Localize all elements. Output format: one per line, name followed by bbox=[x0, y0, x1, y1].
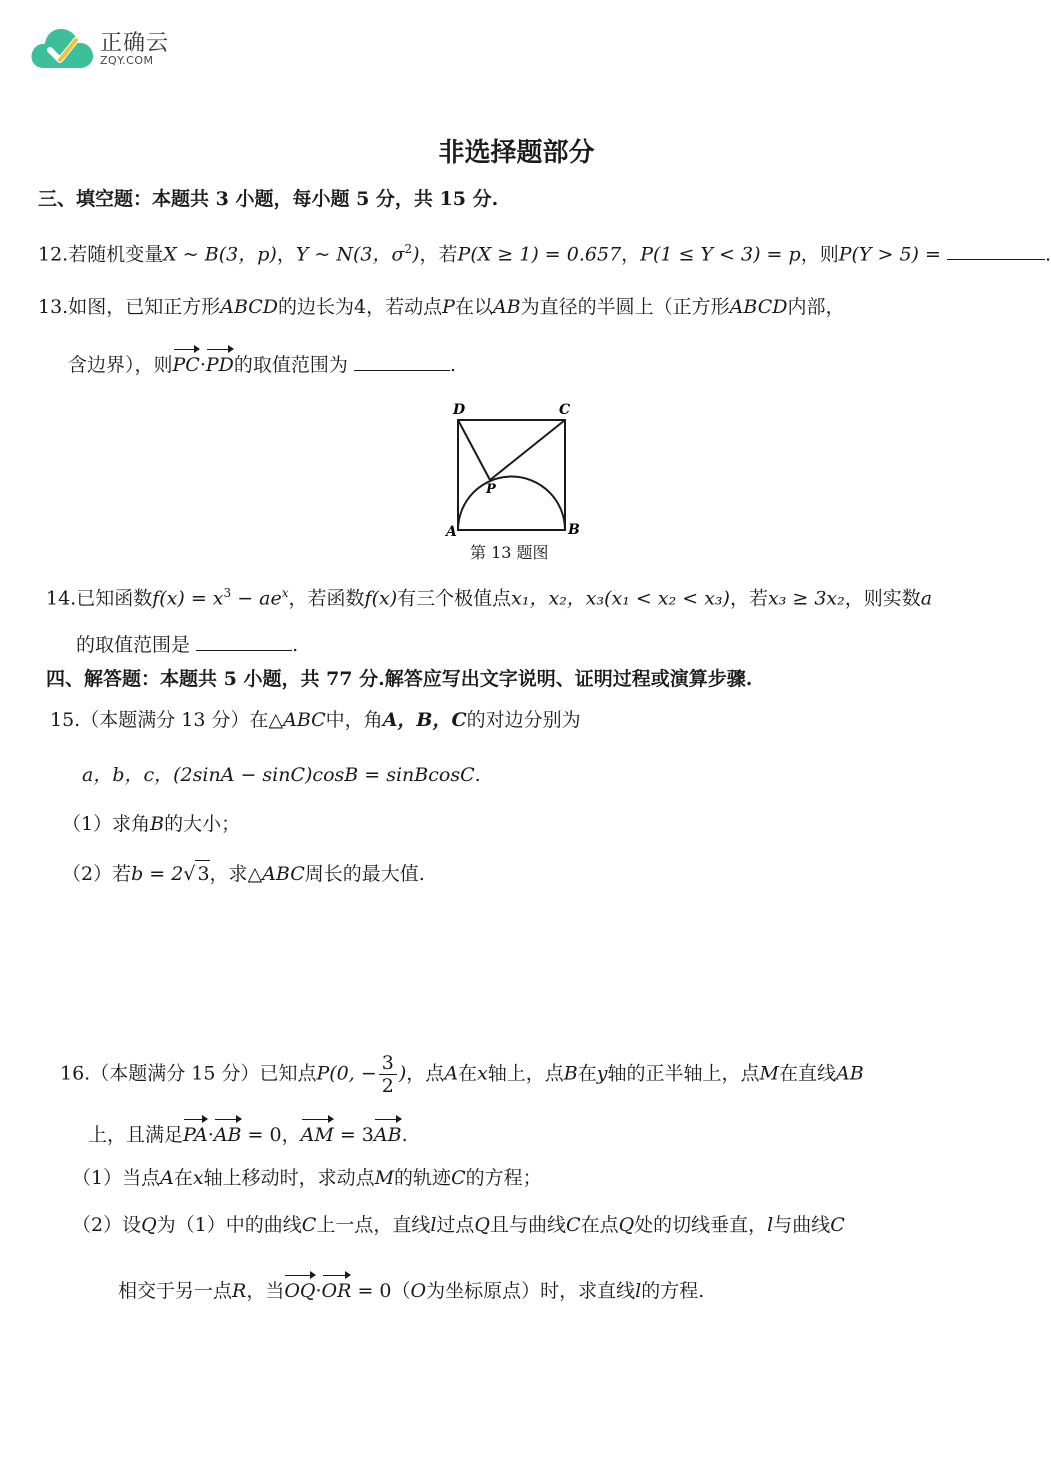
figure-13 bbox=[440, 398, 590, 563]
label-D: D bbox=[453, 402, 466, 418]
logo-domain: ZQY.COM bbox=[100, 54, 154, 67]
label-P: P bbox=[486, 482, 496, 497]
section-3-header: 三、填空题：本题共 3 小题，每小题 5 分，共 15 分. bbox=[38, 188, 499, 210]
label-B: B bbox=[568, 522, 580, 538]
question-16-condition: 上，且满足PA·AB = 0，AM = 3AB. bbox=[88, 1124, 408, 1146]
logo-name: 正确云 bbox=[100, 31, 170, 56]
section-4-header: 四、解答题：本题共 5 小题，共 77 分.解答应写出文字说明、证明过程或演算步骤. bbox=[46, 668, 753, 690]
question-13-line1: 13.如图，已知正方形ABCD的边长为4，若动点P在以AB为直径的半圆上（正方形ABCD内部， bbox=[38, 296, 845, 318]
question-13-line2: 含边界），则PC·PD的取值范围为 . bbox=[68, 354, 457, 376]
question-15-condition: a，b，c，(2sinA − sinC)cosB = sinBcosC. bbox=[82, 764, 481, 786]
question-14-line2: 的取值范围是 . bbox=[76, 634, 299, 656]
question-16-part1: （1）当点A在x轴上移动时，求动点M的轨迹C的方程； bbox=[72, 1167, 542, 1189]
brand-logo bbox=[30, 22, 190, 76]
page-title: 非选择题部分 bbox=[438, 138, 595, 168]
figure-caption: 第 13 题图 bbox=[470, 543, 549, 562]
question-15-part1: （1）求角B的大小； bbox=[62, 813, 241, 835]
answer-blank[interactable] bbox=[354, 370, 450, 371]
label-C: C bbox=[559, 402, 571, 418]
label-A: A bbox=[446, 524, 457, 540]
answer-blank[interactable] bbox=[196, 650, 292, 651]
question-14-line1: 14.已知函数$f(x) = x^3 - ae^x$，若函数f(x)有三个极值点x₁，x₂，x₃(x₁ < x₂ < x₃)，若x₃ ≥ 3x₂，则实数a bbox=[46, 586, 933, 610]
answer-blank[interactable] bbox=[947, 259, 1045, 260]
cloud-check-icon bbox=[30, 22, 96, 76]
square-semicircle-diagram bbox=[440, 398, 590, 538]
question-16-part2-cont: 相交于另一点R，当OQ·OR = 0（O为坐标原点）时，求直线l的方程. bbox=[118, 1280, 705, 1302]
question-16-part2: （2）设Q为（1）中的曲线C上一点，直线l过点Q且与曲线C在点Q处的切线垂直，l与曲线C bbox=[72, 1214, 845, 1236]
question-16-head: 16.（本题满分 15 分）已知点P(0, − $\frac{3}{2}$ )，点A在x轴上，点B在y轴的正半轴上，点M在直线AB bbox=[60, 1052, 864, 1097]
fraction: $\frac{3}{2}$ bbox=[379, 1052, 397, 1097]
question-12: 12.若随机变量X ~ B(3，p)，Y ~ N(3，$\sigma^2$)，若P(X ≥ 1) = 0.657，P(1 ≤ Y < 3) = p，则P(Y > 5) = . bbox=[38, 242, 1051, 266]
question-15-head: 15.（本题满分 13 分）在△ABC中，角A，B，C的对边分别为 bbox=[50, 709, 581, 731]
question-15-part2: （2）若b = 2√ 3，求△ABC周长的最大值. bbox=[62, 860, 425, 887]
